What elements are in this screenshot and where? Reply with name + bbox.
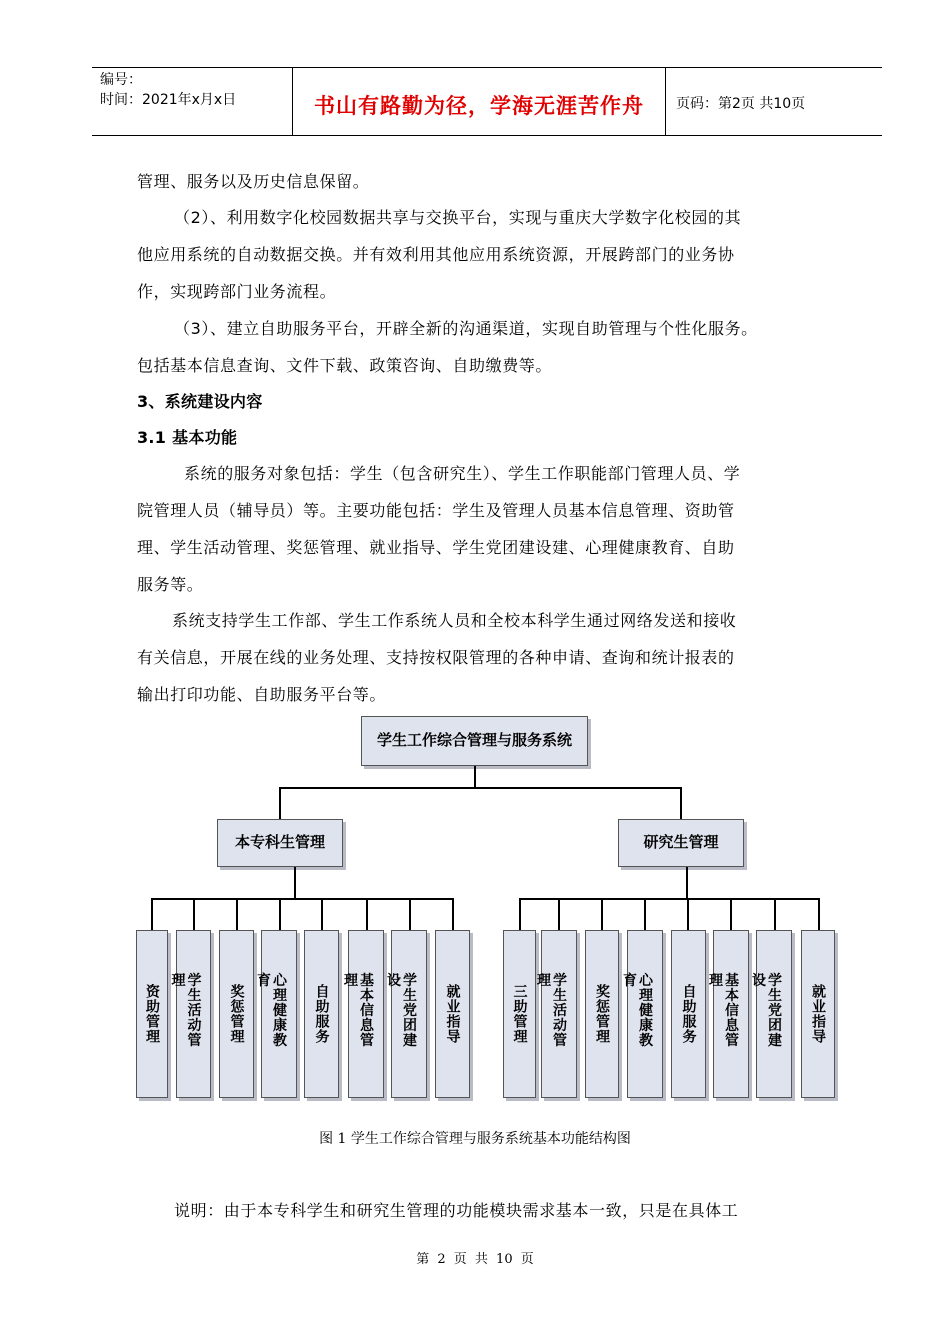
module-label: 就业指导: [810, 984, 826, 1044]
connector: [193, 898, 195, 930]
module-label: 心理健康教育: [255, 972, 287, 1048]
paragraph-line: 院管理人员（辅导员）等。主要功能包括：学生及管理人员基本信息管理、资助管: [137, 501, 735, 520]
diagram-root-label: 学生工作综合管理与服务系统: [376, 731, 572, 749]
connector: [279, 898, 281, 930]
connector: [558, 898, 560, 930]
paragraph-line: 理、学生活动管理、奖惩管理、就业指导、学生党团建设建、心理健康教育、自助: [137, 538, 735, 557]
connector: [151, 898, 153, 930]
paragraph-line: 管理、服务以及历史信息保留。: [137, 172, 370, 191]
connector: [730, 898, 732, 930]
module-box: [621, 930, 663, 1098]
module-label: 自助服务: [680, 984, 697, 1044]
subsection-heading: 3.1 基本功能: [137, 428, 238, 447]
module-box: [707, 930, 749, 1098]
module-box: [435, 930, 470, 1098]
module-box: [136, 930, 168, 1098]
diagram-branch-graduate: [618, 819, 744, 867]
header-page-info: 页码：第2页 共10页: [676, 96, 806, 112]
paragraph-line: （2）、利用数字化校园数据共享与交换平台，实现与重庆大学数字化校园的其: [174, 208, 742, 227]
paragraph-line: 服务等。: [137, 575, 204, 594]
module-label: 心理健康教育: [621, 972, 653, 1048]
figure-caption: 图 1 学生工作综合管理与服务系统基本功能结构图: [319, 1131, 631, 1147]
module-box: [255, 930, 297, 1098]
module-label: 学生党团建设: [385, 972, 417, 1048]
module-box: [801, 930, 835, 1098]
diagram-root-box: [361, 716, 588, 766]
section-heading: 3、系统建设内容: [137, 392, 263, 411]
paragraph-line: 作，实现跨部门业务流程。: [137, 282, 337, 301]
connector: [644, 898, 646, 930]
module-box: [169, 930, 211, 1098]
header-top-rule: [92, 67, 882, 68]
connector: [519, 898, 521, 930]
module-label: 学生活动管理: [535, 972, 567, 1048]
module-label: 自助服务: [313, 984, 330, 1044]
module-label: 资助管理: [144, 984, 160, 1044]
connector: [686, 867, 688, 899]
paragraph-line: 有关信息，开展在线的业务处理、支持按权限管理的各种申请、查询和统计报表的: [137, 648, 735, 667]
paragraph-line: 包括基本信息查询、文件下载、政策咨询、自助缴费等。: [137, 356, 553, 375]
connector: [687, 898, 689, 930]
document-number-label: 编号：: [100, 72, 142, 88]
module-box: [535, 930, 577, 1098]
paragraph-line: （3）、建立自助服务平台，开辟全新的沟通渠道，实现自助管理与个性化服务。: [174, 319, 758, 338]
header-meta: [100, 70, 290, 110]
paragraph-line: 说明：由于本专科学生和研究生管理的功能模块需求基本一致，只是在具体工: [174, 1201, 739, 1220]
module-label: 奖惩管理: [594, 984, 610, 1044]
header-divider-right: [665, 67, 666, 136]
paragraph-line: 系统的服务对象包括：学生（包含研究生）、学生工作职能部门管理人员、学: [184, 464, 741, 483]
page-footer: 第 2 页 共 10 页: [416, 1252, 534, 1267]
header-divider-left: [292, 67, 293, 136]
connector: [774, 898, 776, 930]
module-label: 基本信息管理: [342, 972, 374, 1048]
module-label: 三助管理: [511, 984, 528, 1044]
module-box: [385, 930, 427, 1098]
paragraph-line: 系统支持学生工作部、学生工作系统人员和全校本科学生通过网络发送和接收: [172, 611, 737, 630]
connector: [452, 898, 454, 930]
diagram-branch-undergraduate: [217, 819, 343, 867]
connector: [366, 898, 368, 930]
connector: [279, 787, 682, 789]
connector: [680, 787, 682, 819]
header-motto: 书山有路勤为径，学海无涯苦作舟: [314, 93, 644, 118]
connector: [409, 898, 411, 930]
module-box: [750, 930, 792, 1098]
connector: [236, 898, 238, 930]
module-label: 奖惩管理: [228, 984, 245, 1044]
connector: [294, 867, 296, 899]
branch-label: 本专科生管理: [234, 833, 325, 851]
document-time-label: 时间：2021年x月x日: [100, 92, 237, 108]
module-box: [342, 930, 384, 1098]
connector: [818, 898, 820, 930]
module-label: 就业指导: [444, 984, 461, 1044]
module-label: 基本信息管理: [707, 972, 739, 1048]
module-label: 学生党团建设: [750, 972, 782, 1048]
branch-label: 研究生管理: [643, 833, 719, 851]
connector: [601, 898, 603, 930]
module-box: [585, 930, 619, 1098]
module-box: [304, 930, 339, 1098]
paragraph-line: 他应用系统的自动数据交换。并有效利用其他应用系统资源，开展跨部门的业务协: [137, 245, 735, 264]
header-bottom-rule: [92, 135, 882, 136]
connector: [474, 766, 476, 788]
module-box: [219, 930, 254, 1098]
module-box: [671, 930, 706, 1098]
module-label: 学生活动管理: [169, 972, 202, 1048]
connector: [279, 787, 281, 819]
paragraph-line: 输出打印功能、自助服务平台等。: [137, 685, 387, 704]
module-box: [503, 930, 536, 1098]
connector: [321, 898, 323, 930]
